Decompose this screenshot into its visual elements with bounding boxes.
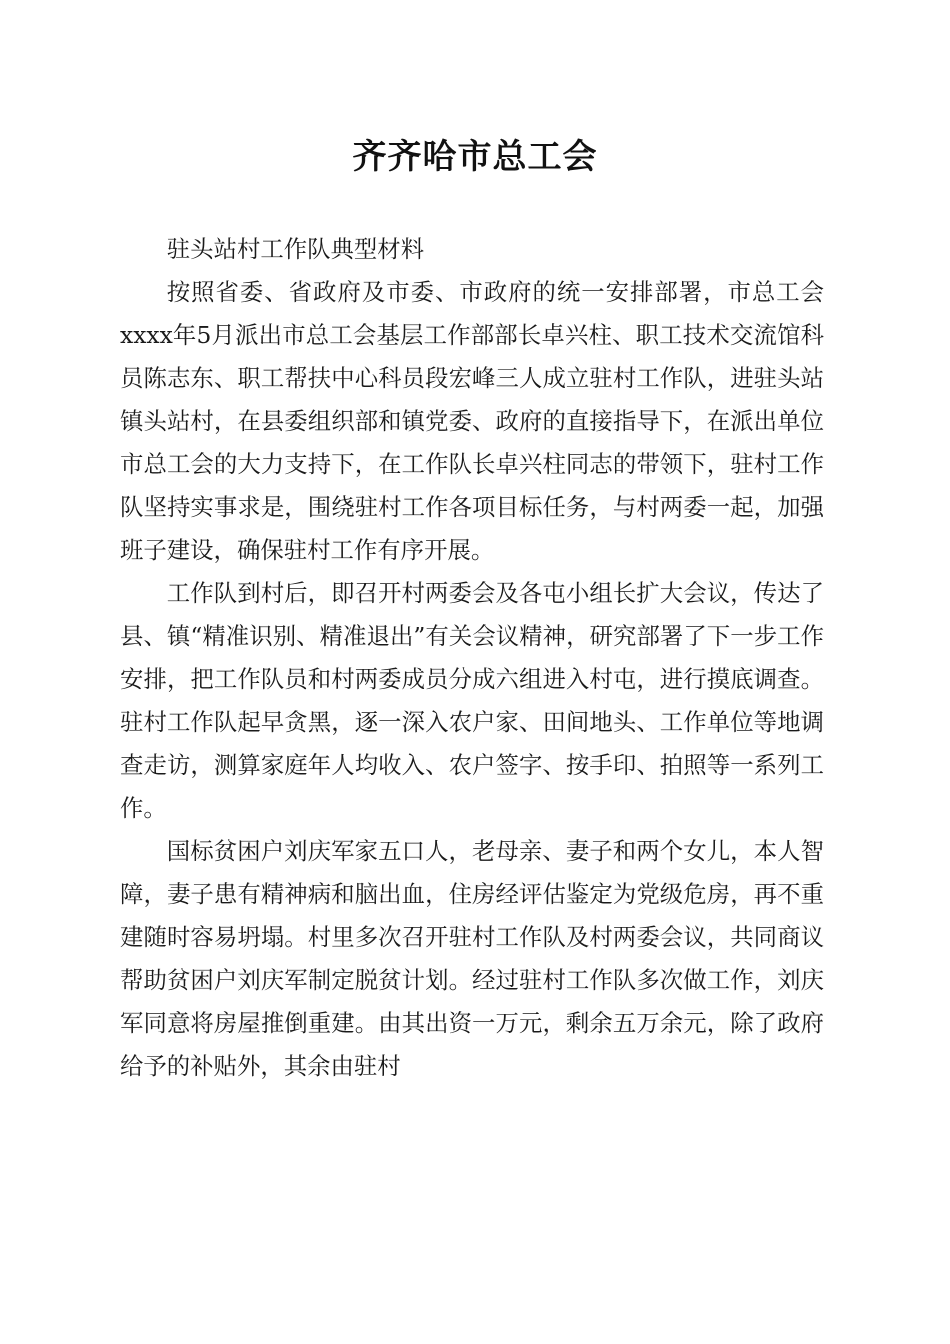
- paragraph: 国标贫困户刘庆军家五口人，老母亲、妻子和两个女儿，本人智障，妻子患有精神病和脑出血，住房经评估鉴定为党级危房，再不重建随时容易坍塌。村里多次召开驻村工作队及村两委会议，共同商议帮助贫困户刘庆军制定脱贫计划。经过驻村工作队多次做工作，刘庆军同意将房屋推倒重建。由其出资一万元，剩余五万余元，除了政府给予的补贴外，其余由驻村: [120, 837, 824, 1080]
- paragraph: 工作队到村后，即召开村两委会及各屯小组长扩大会议，传达了县、镇“精准识别、精准退出”有关会议精神，研究部署了下一步工作安排，把工作队员和村两委成员分成六组进入村屯，进行摸底调查。驻村工作队起早贪黑，逐一深入农户家、田间地头、工作单位等地调查走访，测算家庭年人均收入、农户签字、按手印、拍照等一系列工作。: [120, 579, 824, 822]
- paragraph: 按照省委、省政府及市委、市政府的统一安排部署，市总工会xxxx年5月派出市总工会基层工作部部长卓兴柱、职工技术交流馆科员陈志东、职工帮扶中心科员段宏峰三人成立驻村工作队，进驻头站镇头站村，在县委组织部和镇党委、政府的直接指导下，在派出单位市总工会的大力支持下，在工作队长卓兴柱同志的带领下，驻村工作队坚持实事求是，围绕驻村工作各项目标任务，与村两委一起，加强班子建设，确保驻村工作有序开展。: [120, 278, 824, 564]
- document-body: [120, 228, 824, 1088]
- document-subtitle: 驻头站村工作队典型材料: [166, 235, 425, 263]
- document-title: 齐齐哈市总工会: [352, 137, 598, 177]
